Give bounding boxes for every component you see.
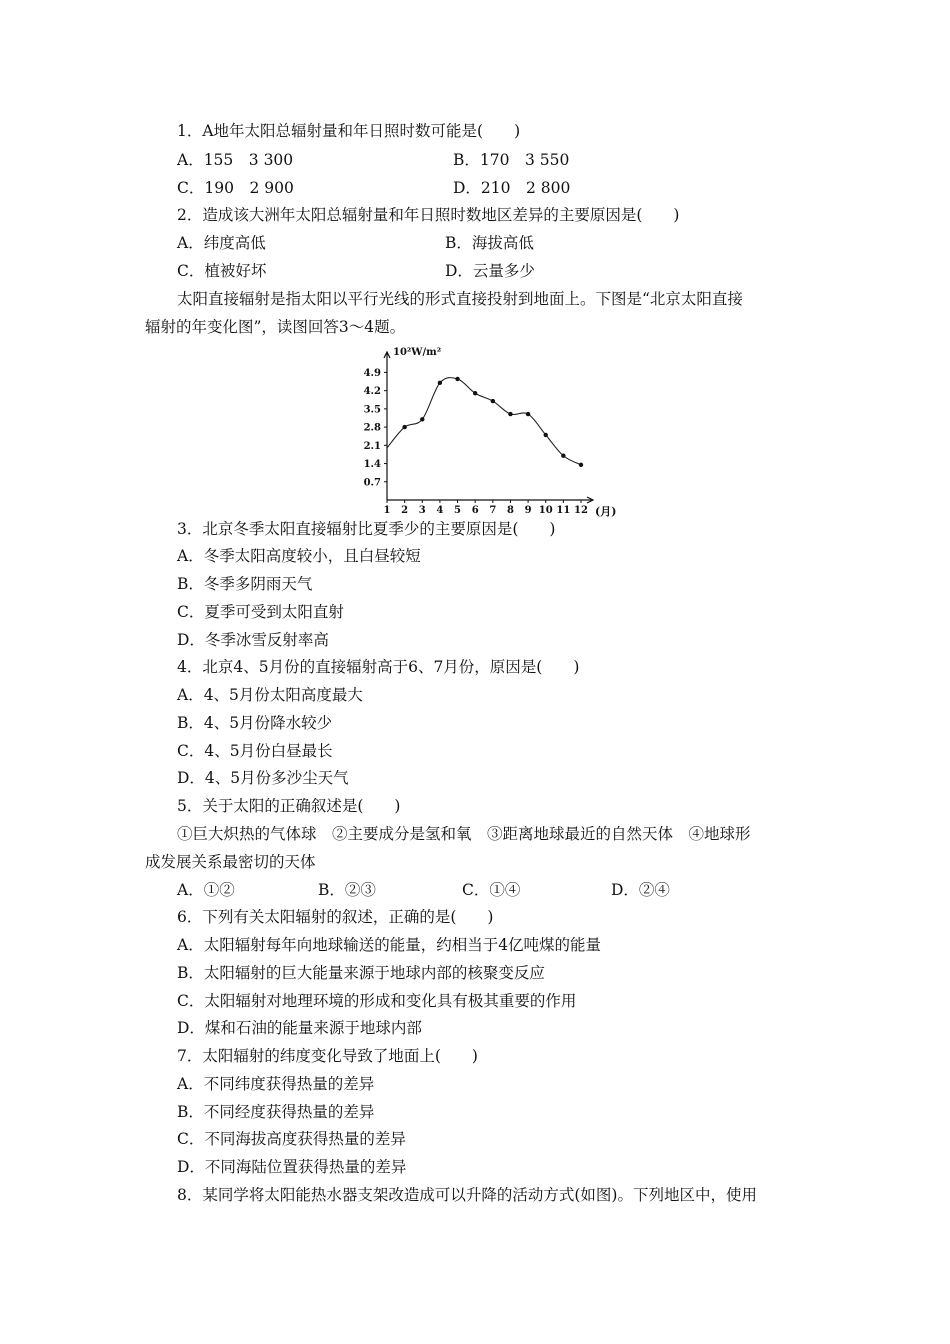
q1-option-a: A．155 3 300	[177, 151, 294, 169]
q1-option-d: D．210 2 800	[453, 179, 571, 197]
q2-stem: 2．造成该大洲年太阳总辐射量和年日照时数地区差异的主要原因是( )	[177, 206, 680, 224]
q2-option-a: A．纬度高低	[177, 234, 266, 252]
x-tick-label: 10	[538, 505, 553, 516]
q7-option-d: D．不同海陆位置获得热量的差异	[177, 1158, 407, 1176]
x-tick-label: 8	[506, 505, 514, 516]
q5-option-d: D．②④	[611, 881, 670, 899]
data-point	[455, 377, 459, 381]
x-tick-label: 6	[471, 505, 479, 516]
x-tick-label: 11	[556, 505, 571, 516]
q5-option-c: C．①④	[462, 881, 521, 899]
q7-option-b: B．不同经度获得热量的差异	[177, 1103, 375, 1121]
q1-option-c: C．190 2 900	[177, 179, 294, 197]
data-point	[420, 417, 424, 421]
q3-option-a: A．冬季太阳高度较小，且白昼较短	[177, 547, 421, 565]
y-tick-label: 0.7	[363, 477, 381, 489]
data-point	[544, 433, 548, 437]
q3-stem: 3．北京冬季太阳直接辐射比夏季少的主要原因是( )	[177, 520, 556, 538]
q6-option-d: D．煤和石油的能量来源于地球内部	[177, 1019, 422, 1037]
q7-option-c: C．不同海拔高度获得热量的差异	[177, 1130, 406, 1148]
y-tick-label: 2.1	[363, 440, 381, 452]
x-tick-label: 5	[454, 505, 462, 516]
q3-option-d: D．冬季冰雪反射率高	[177, 631, 329, 649]
data-point	[402, 425, 406, 429]
data-point	[438, 381, 442, 385]
x-tick-label: 3	[418, 505, 426, 516]
q8-stem: 8．某同学将太阳能热水器支架改造成可以升降的活动方式(如图)。下列地区中，使用	[177, 1186, 757, 1204]
intro-line-2: 辐射的年变化图”，读图回答3～4题。	[145, 318, 406, 336]
x-tick-label: 12	[574, 505, 588, 516]
data-point	[579, 463, 583, 467]
y-tick-label: 3.5	[363, 404, 381, 416]
data-points	[402, 377, 583, 467]
y-axis-label: 10²W/m²	[393, 347, 442, 358]
q1-option-b: B．170 3 550	[453, 151, 570, 169]
x-tick-label: 1	[383, 505, 391, 516]
radiation-line-chart	[355, 342, 625, 518]
q5-option-a: A．①②	[177, 881, 235, 899]
q4-option-a: A．4、5月份太阳高度最大	[177, 686, 363, 704]
q4-stem: 4．北京4、5月份的直接辐射高于6、7月份，原因是( )	[177, 658, 580, 676]
q7-stem: 7．太阳辐射的纬度变化导致了地面上( )	[177, 1047, 478, 1065]
data-point	[526, 412, 530, 416]
q6-option-c: C．太阳辐射对地理环境的形成和变化具有极其重要的作用	[177, 992, 577, 1010]
x-tick-label: 2	[401, 505, 409, 516]
x-tick-labels	[384, 505, 588, 516]
x-tick-label: 4	[436, 505, 444, 516]
q1-stem: 1．A地年太阳总辐射量和年日照时数可能是( )	[177, 122, 521, 140]
q6-option-b: B．太阳辐射的巨大能量来源于地球内部的核聚变反应	[177, 964, 545, 982]
chart-axes	[384, 352, 593, 503]
data-point	[491, 399, 495, 403]
x-axis-label: (月)	[595, 505, 617, 518]
q3-option-b: B．冬季多阴雨天气	[177, 575, 313, 593]
y-tick-label: 1.4	[363, 459, 381, 471]
q6-stem: 6．下列有关太阳辐射的叙述，正确的是( )	[177, 908, 494, 926]
data-point	[473, 391, 477, 395]
series-line	[387, 378, 581, 465]
q6-option-a: A．太阳辐射每年向地球输送的能量，约相当于4亿吨煤的能量	[177, 936, 602, 954]
x-tick-label: 9	[524, 505, 532, 516]
q4-option-b: B．4、5月份降水较少	[177, 714, 333, 732]
q3-option-c: C．夏季可受到太阳直射	[177, 603, 344, 621]
data-point	[508, 412, 512, 416]
y-tick-label: 2.8	[363, 422, 381, 434]
data-point	[561, 454, 565, 458]
q2-option-d: D．云量多少	[445, 262, 535, 280]
q7-option-a: A．不同纬度获得热量的差异	[177, 1075, 375, 1093]
intro-line-1: 太阳直接辐射是指太阳以平行光线的形式直接投射到地面上。下图是“北京太阳直接	[177, 290, 743, 308]
q5-items-line-1: ①巨大炽热的气体球 ②主要成分是氢和氧 ③距离地球最近的自然天体 ④地球形	[177, 825, 751, 843]
q5-items-line-2: 成发展关系最密切的天体	[145, 853, 316, 871]
q2-option-b: B．海拔高低	[445, 234, 534, 252]
y-tick-label: 4.9	[363, 367, 381, 379]
q5-option-b: B．②③	[318, 881, 376, 899]
y-tick-labels	[364, 368, 381, 488]
x-tick-label: 7	[489, 505, 497, 516]
q4-option-c: C．4、5月份白昼最长	[177, 742, 333, 760]
q5-stem: 5．关于太阳的正确叙述是( )	[177, 797, 401, 815]
q4-option-d: D．4、5月份多沙尘天气	[177, 769, 349, 787]
y-tick-label: 4.2	[363, 386, 381, 398]
q2-option-c: C．植被好坏	[177, 262, 267, 280]
